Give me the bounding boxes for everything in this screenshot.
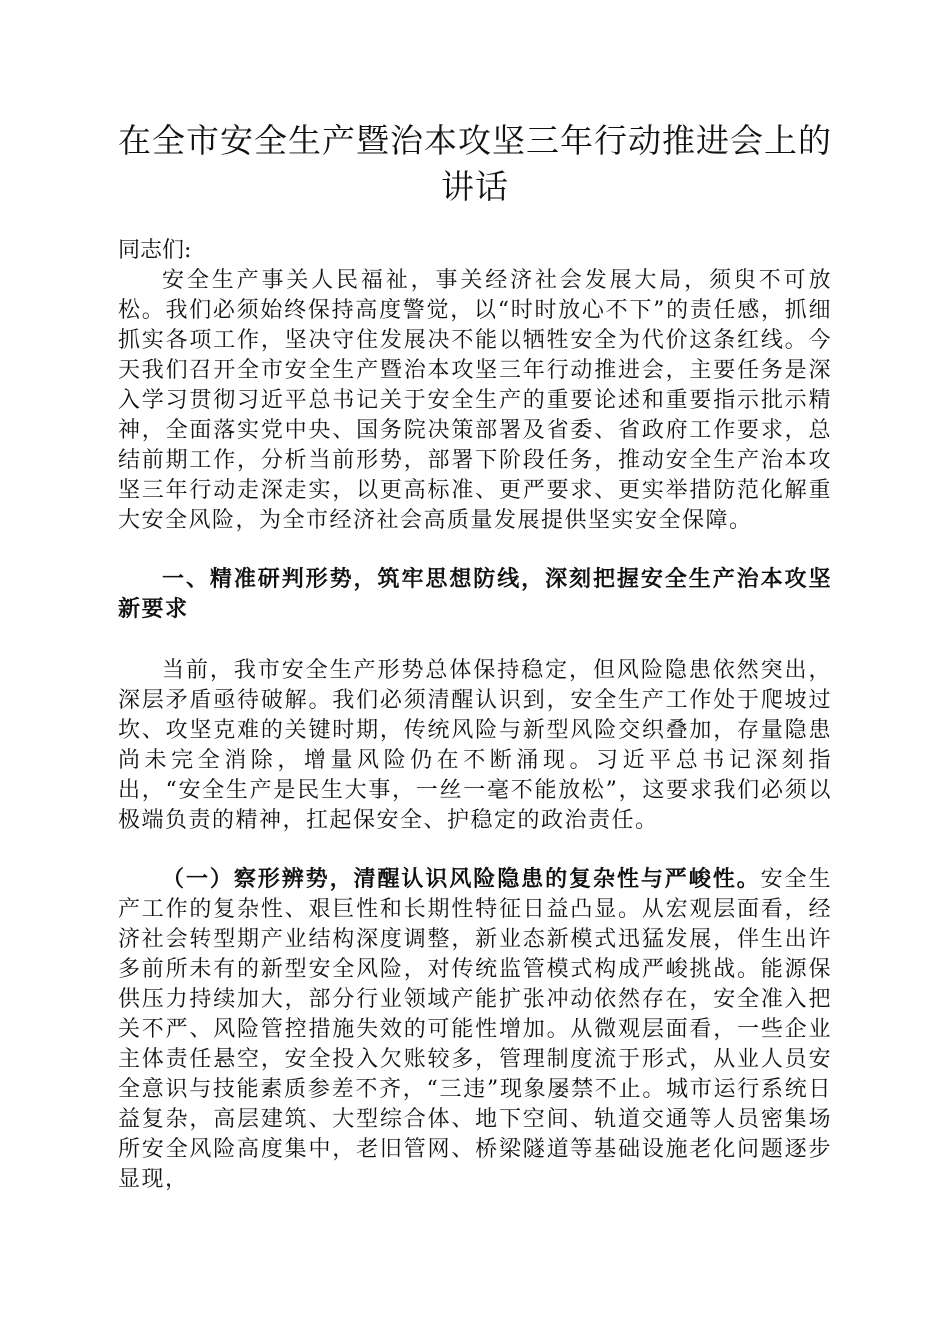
document-page (118, 118, 832, 1195)
document-title: 在全市安全生产暨治本攻坚三年行动推进会上的讲话 (118, 121, 832, 206)
section-heading-1: 一、精准研判形势，筑牢思想防线，深刻把握安全生产治本攻坚新要求 (118, 566, 832, 622)
subsection-heading-1: （一）察形辨势，清醒认识风险隐患的复杂性与严峻性。 (162, 866, 761, 892)
paragraph-intro: 安全生产事关人民福祉，事关经济社会发展大局，须臾不可放松。我们必须始终保持高度警觉，以“时时放心不下”的责任感，抓细抓实各项工作，坚决守住发展决不能以牺牲安全为代价这条红线。今天我们召开全市安全生产暨治本攻坚三年行动推进会，主要任务是深入学习贯彻习近平总书记关于安全生产的重要论述和重要指示批示精神，全面落实党中央、国务院决策部署及省委、省政府工作要求，总结前期工作，分析当前形势，部署下阶段任务，推动安全生产治本攻坚三年行动走深走实，以更高标准、更严要求、更实举措防范化解重大安全风险，为全市经济社会高质量发展提供坚实安全保障。 (118, 268, 832, 533)
paragraph-situation: 当前，我市安全生产形势总体保持稳定，但风险隐患依然突出，深层矛盾亟待破解。我们必须清醒认识到，安全生产工作处于爬坡过坎、攻坚克难的关键时期，传统风险与新型风险交织叠加，存量隐患尚未完全消除，增量风险仍在不断涌现。习近平总书记深刻指出，“安全生产是民生大事，一丝一毫不能放松”，这要求我们必须以极端负责的精神，扛起保安全、护稳定的政治责任。 (118, 658, 832, 833)
paragraph-subsection-1 (118, 864, 832, 1195)
subsection-body-1: 安全生产工作的复杂性、艰巨性和长期性特征日益凸显。从宏观层面看，经济社会转型期产业结构深度调整，新业态新模式迅猛发展，伴生出许多前所未有的新型安全风险，对传统监管模式构成严峻挑战。能源保供压力持续加大，部分行业领域产能扩张冲动依然存在，安全准入把关不严、风险管控措施失效的可能性增加。从微观层面看，一些企业主体责任悬空，安全投入欠账较多，管理制度流于形式，从业人员安全意识与技能素质参差不齐，“三违”现象屡禁不止。城市运行系统日益复杂，高层建筑、大型综合体、地下空间、轨道交通等人员密集场所安全风险高度集中，老旧管网、桥梁隧道等基础设施老化问题逐步显现， (118, 867, 832, 1192)
greeting: 同志们: (118, 238, 192, 263)
